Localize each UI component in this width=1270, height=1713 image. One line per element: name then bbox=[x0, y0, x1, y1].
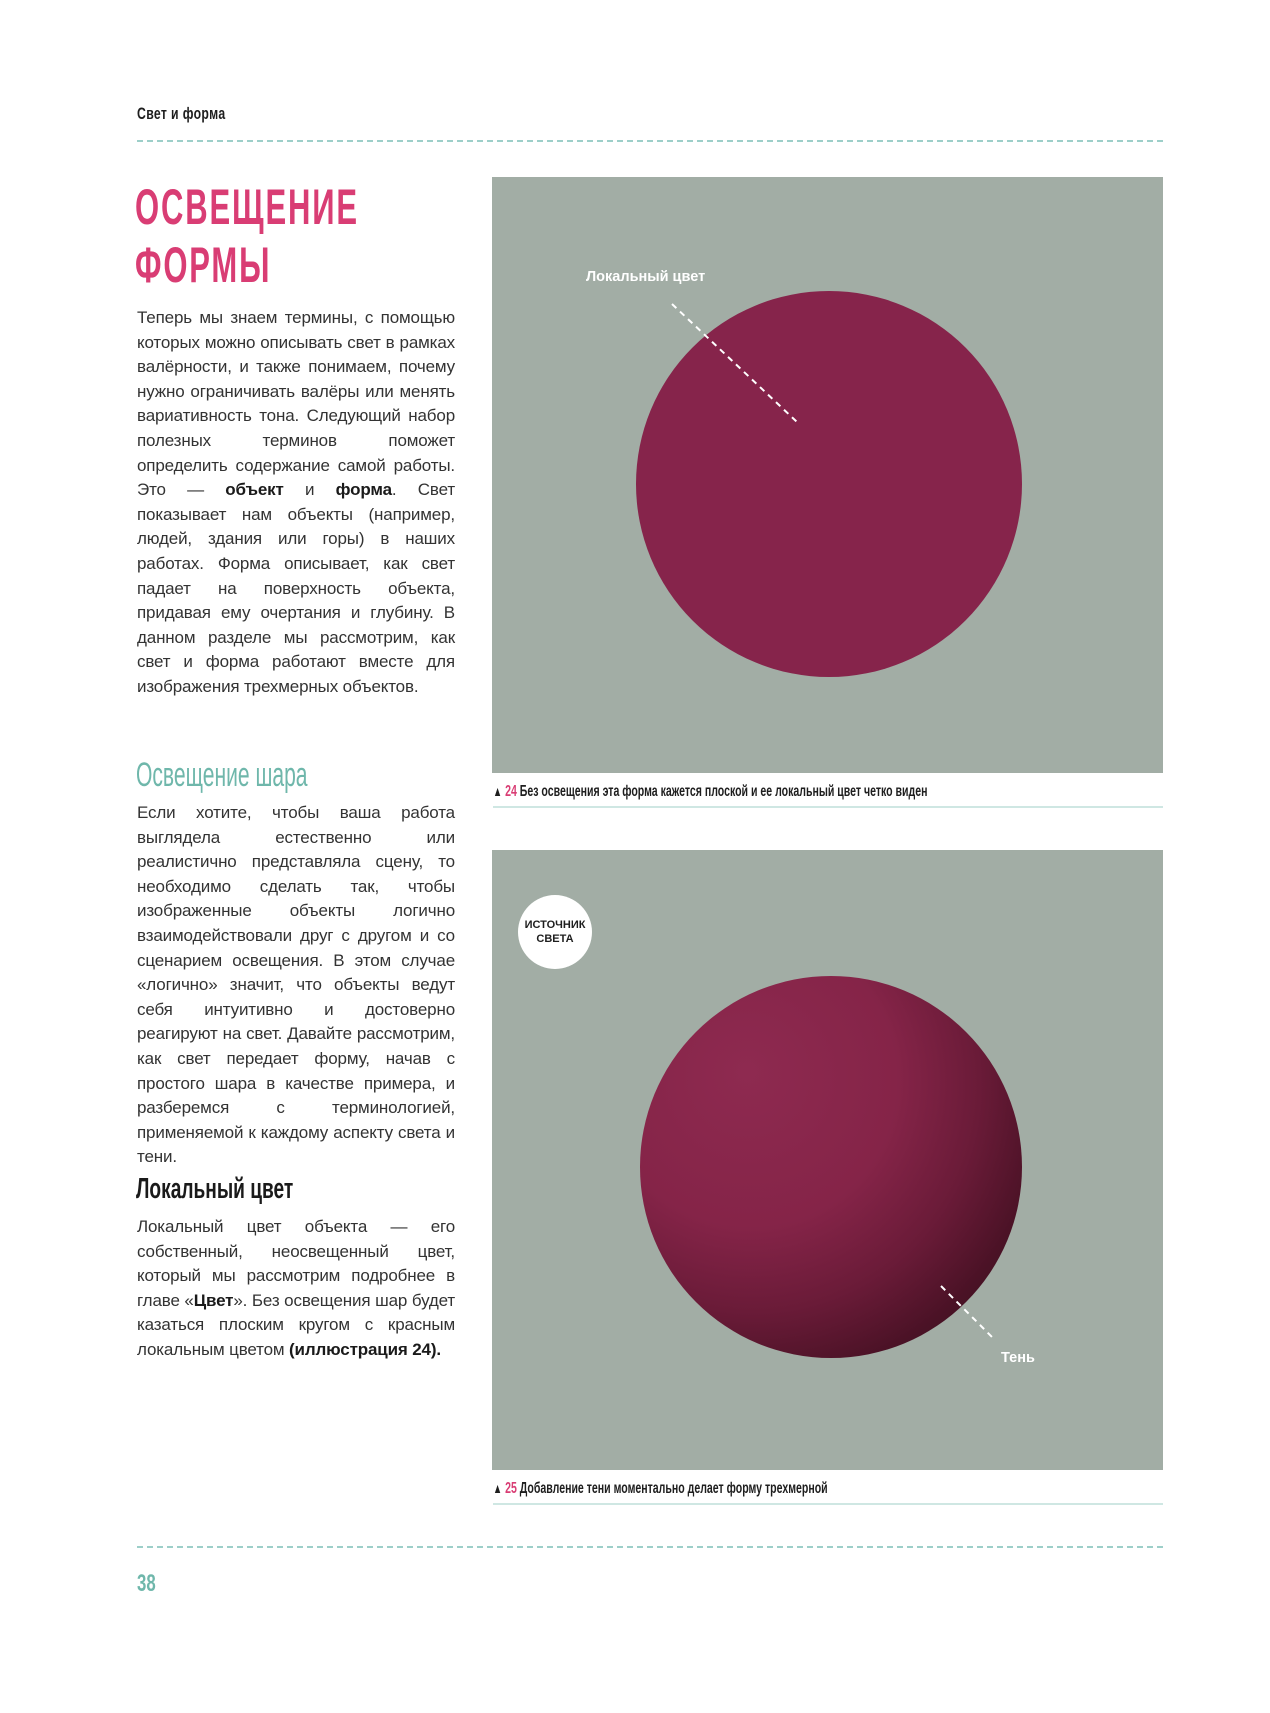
flat-sphere bbox=[636, 291, 1022, 677]
light-source-label: ИСТОЧНИК СВЕТА bbox=[524, 919, 586, 945]
page-title-line-1: ОСВЕЩЕНИЕ bbox=[135, 179, 359, 235]
term-object: объект bbox=[225, 480, 284, 500]
caption-figure-24 bbox=[493, 780, 1163, 808]
section-heading-local-color: Локальный цвет bbox=[136, 1173, 294, 1205]
page-number: 38 bbox=[137, 1570, 156, 1597]
label-shadow: Тень bbox=[1001, 1350, 1035, 1366]
footer-rule bbox=[137, 1546, 1163, 1548]
caption-number: 24 bbox=[505, 783, 517, 800]
caption-triangle-icon: ▲ bbox=[493, 1480, 503, 1496]
caption-figure-25 bbox=[493, 1477, 1163, 1505]
light-source-badge bbox=[518, 895, 592, 969]
flat-sphere-illustration bbox=[492, 177, 1163, 773]
caption-number: 25 bbox=[505, 1480, 517, 1497]
page-title-line-2: ФОРМЫ bbox=[135, 237, 272, 293]
caption-triangle-icon: ▲ bbox=[493, 783, 503, 799]
local-color-paragraph: Локальный цвет объекта — его собственный, неосвещенный цвет, который мы рассмотрим подробнее в главе «Цвет». Без освещения шар будет казаться плоским кругом с красным локальным цветом (иллюстрация 24). bbox=[137, 1217, 456, 1359]
term-color-chapter: Цвет bbox=[193, 1290, 234, 1310]
figure-reference: (иллюстрация 24). bbox=[289, 1339, 441, 1359]
page-title bbox=[135, 178, 359, 294]
intro-paragraph: Теперь мы знаем термины, с помощью которых можно описывать свет в рамках валёрности, и также понимаем, почему нужно ограничивать валёры или менять вариативность тона. Следующий набор полезных терминов поможет определить содержание самой работы. Это — объект и форма. Свет показывает нам объекты (например, людей, здания или горы) в наших работах. Форма описывает, как свет падает на поверхность объекта, придавая ему очертания и глубину. В данном разделе мы рассмотрим, как свет и форма работают вместе для изображения трехмерных объектов. bbox=[137, 308, 455, 696]
ball-paragraph: Если хотите, чтобы ваша работа выглядела естественно или реалистично представляла сцену, то необходимо сделать так, чтобы изображенные объекты логично взаимодействовали друг с другом и со сценарием освещения. В этом случае «логично» значит, что объекты ведут себя интуитивно и достоверно реагируют на свет. Давайте рассмотрим, как свет передает форму, начав с простого шара в качестве примера, и разберемся с терминологией, применяемой к каждому аспекту света и тени. bbox=[137, 803, 455, 1167]
caption-text: Без освещения эта форма кажется плоской и ее локальный цвет четко виден bbox=[519, 783, 928, 800]
header-rule bbox=[137, 140, 1163, 142]
shaded-sphere bbox=[640, 976, 1022, 1358]
caption-text: Добавление тени моментально делает форму трехмерной bbox=[519, 1480, 828, 1497]
section-heading-ball: Освещение шара bbox=[136, 756, 308, 794]
figure-25-shaded-sphere bbox=[492, 850, 1163, 1470]
label-local-color: Локальный цвет bbox=[586, 269, 706, 285]
figure-24-flat-sphere bbox=[492, 177, 1163, 773]
running-head: Свет и форма bbox=[137, 104, 226, 123]
term-form: форма bbox=[335, 480, 392, 500]
shaded-sphere-illustration bbox=[492, 850, 1163, 1470]
